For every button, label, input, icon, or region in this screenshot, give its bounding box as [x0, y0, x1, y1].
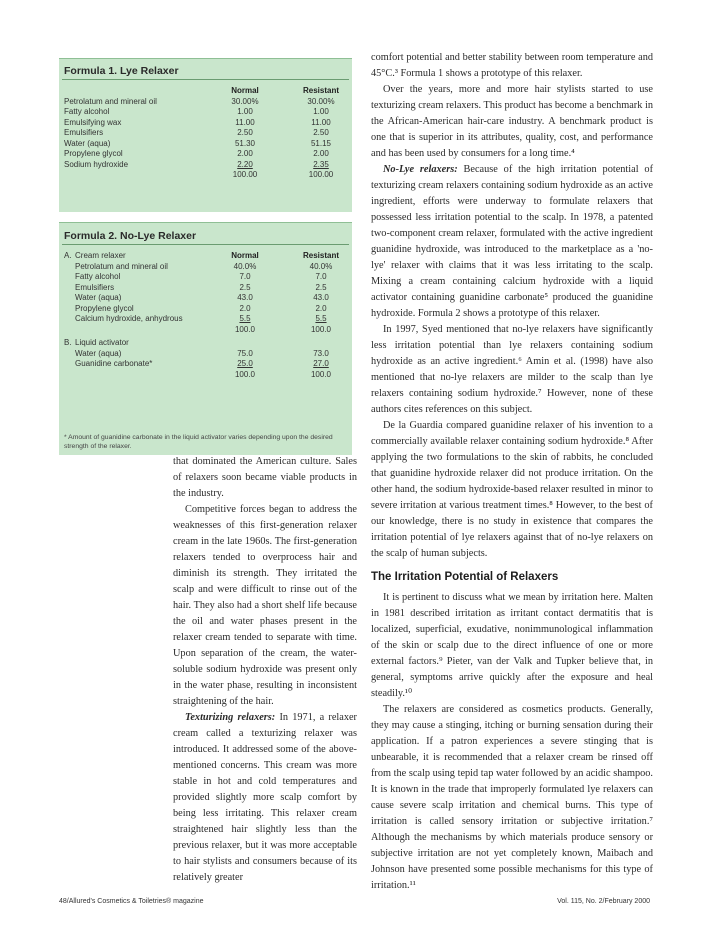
part-b-row: [59, 338, 352, 349]
run-in-heading: Texturizing relaxers:: [185, 712, 276, 723]
normal-value: 2.0: [239, 303, 251, 313]
normal-value: 75.0: [237, 348, 253, 358]
normal-value: 5.5: [239, 314, 251, 323]
resistant-value: 11.00: [311, 117, 331, 127]
normal-value: 51.30: [234, 138, 256, 148]
paragraph: that dominated the American culture. Sales of relaxers soon became viable products in the industry.: [173, 456, 357, 499]
col-normal-header: Normal: [231, 251, 259, 260]
part-a-label: Cream relaxer: [75, 251, 126, 260]
normal-value: 7.0: [239, 272, 251, 281]
section-heading: The Irritation Potential of Relaxers: [371, 571, 559, 583]
formula-2-table: [59, 251, 352, 380]
total-row: [59, 370, 352, 381]
paragraph: Over the years, more and more hair stylists started to use texturizing cream relaxers. This product has become a benchmark in the African-American hair-care industry. A benchmark product is one that is superior in its attributes, quality, cost, and performance and has been used by consumers for a long time.⁴: [371, 84, 653, 159]
formula-1-table: [59, 86, 352, 181]
table-row: [59, 149, 352, 160]
total-row: [59, 170, 352, 181]
table-row: [59, 139, 352, 150]
table-row: [59, 304, 352, 315]
ingredient-label: Emulsifying wax: [64, 117, 122, 127]
part-a-letter: A.: [64, 251, 72, 260]
normal-total: 100.0: [234, 369, 256, 379]
part-a-row: [59, 251, 352, 262]
col-resistant-header: Resistant: [302, 251, 339, 260]
formula-2-footnote: * Amount of guanidine carbonate in the liquid activator varies depending upon the desired strength of the relaxer.: [64, 434, 333, 450]
formula-1-box: [59, 58, 352, 212]
ingredient-label: Calcium hydroxide, anhydrous: [75, 314, 183, 323]
resistant-total: 100.00: [308, 170, 334, 179]
total-row: [59, 325, 352, 336]
ingredient-label: Water (aqua): [75, 293, 122, 302]
col-resistant-header: Resistant: [302, 86, 339, 95]
table-row: [59, 359, 352, 370]
resistant-value: 7.0: [315, 272, 327, 281]
table-row: [59, 349, 352, 360]
ingredient-label: Fatty alcohol: [75, 272, 121, 281]
formula-2-title: Formula 2. No-Lye Relaxer: [64, 230, 197, 242]
normal-value: 25.0: [237, 359, 253, 368]
paragraph: In 1997, Syed mentioned that no-lye relaxers have significantly less irritation potential than lye relaxers containing sodium hydroxide as an active ingredient.⁶ Amin et al. (1998) have also mentioned that no-lye relaxers are milder to the scalp than lye relaxers containing sodium hydroxide.⁷ However, none of these authors cites references on this subject.: [371, 324, 653, 415]
footer-left: 48/Allured's Cosmetics & Toiletries® magazine: [59, 898, 204, 905]
footer-right: Vol. 115, No. 2/February 2000: [557, 898, 650, 905]
resistant-value: 2.50: [313, 128, 329, 137]
paragraph: comfort potential and better stability between room temperature and 45°C.³ Formula 1 shows a prototype of this relaxer.: [371, 52, 653, 79]
ingredient-label: Propylene glycol: [75, 303, 134, 313]
resistant-value: 40.0%: [309, 261, 333, 271]
resistant-value: 2.35: [313, 159, 329, 169]
normal-value: 11.00: [235, 117, 255, 127]
ingredient-label: Petrolatum and mineral oil: [75, 261, 168, 271]
col-normal-header: Normal: [231, 86, 259, 95]
formula-2-rule: [62, 244, 349, 245]
formula-1-title: Formula 1. Lye Relaxer: [64, 65, 179, 77]
ingredient-label: Petrolatum and mineral oil: [64, 96, 157, 106]
ingredient-label: Fatty alcohol: [64, 107, 110, 116]
resistant-total: 100.0: [310, 324, 332, 334]
normal-value: 43.0: [237, 293, 253, 302]
ingredient-label: Guanidine carbonate*: [75, 359, 153, 368]
table-row: [59, 118, 352, 129]
ingredient-label: Propylene glycol: [64, 149, 123, 158]
resistant-value: 27.0: [313, 359, 329, 368]
normal-value: 2.00: [237, 149, 253, 158]
paragraph-texturizing: [173, 710, 357, 886]
paragraph-no-lye: [371, 162, 653, 322]
paragraph: The relaxers are considered as cosmetics products. Generally, they may cause a stinging, itching or burning sensation during their application. If a patron experiences a severe stinging that is unbearable, it is recommended that a relaxer cream be rinsed off from the scalp using tepid tap water followed by an acidic shampoo. It is known in the trade that improperly formulated lye relaxers can cause severe scalp irritation and chemical burns. This type of irritation is called sensory irritation or subjective irritation.⁷ Although the mechanisms by which materials produce sensory or subjective irritation are not yet completely known, Maibach and Johnson have presented some possible mechanisms for this type of irritation.¹¹: [371, 704, 653, 891]
normal-total: 100.00: [232, 170, 258, 179]
normal-value: 2.20: [237, 159, 253, 169]
resistant-value: 5.5: [315, 314, 327, 323]
resistant-value: 2.00: [313, 149, 329, 158]
body-column-middle: [173, 454, 357, 886]
formula-1-rule: [62, 79, 349, 80]
ingredient-label: Sodium hydroxide: [64, 159, 129, 169]
paragraph: It is pertinent to discuss what we mean by irritation here. Malten in 1981 described irritation as irritant contact dermatitis that is localized, superficial, exudative, nonimmunological inflammation of the skin or scalp due to the direct influence of one or more external factors.⁹ Pieter, van der Valk and Tupker believe that, in general, symptoms arrive quickly after the exposure and heal steadily.¹⁰: [371, 592, 653, 699]
paragraph: Competitive forces began to address the weaknesses of this first-generation relaxer cream in the late 1960s. The first-generation relaxers tended to overprocess hair and diminish its strength. They irritated the scalp and were difficult to rinse out of the hair. They also had a short shelf life because the oil and water phases present in the relaxer cream tended to separate with time. Upon separation of the cream, the water-soluble sodium hydroxide was present only in the water phase, resulting in inconsistent straightening of the hair.: [173, 504, 357, 707]
resistant-value: 43.0: [313, 293, 329, 302]
resistant-value: 1.00: [313, 107, 329, 116]
part-b-letter: B.: [64, 338, 72, 347]
table-row: [59, 160, 352, 171]
normal-value: 30.00%: [231, 96, 259, 106]
table-row: [59, 283, 352, 294]
body-column-right: [371, 50, 653, 894]
normal-value: 2.50: [237, 128, 253, 137]
resistant-value: 51.15: [310, 138, 332, 148]
table-row: [59, 293, 352, 304]
paragraph-text: In 1971, a relaxer cream called a texturizing relaxer was introduced. It addressed some of the above-mentioned concerns. This cream was more stable in hot and cold temperatures and provided slightly more scalp comfort by being less irritating. This relaxer cream straightened hair slightly less than the previous relaxer, but it was more acceptable to hair stylists and consumers because of its relatively greater: [173, 712, 357, 883]
resistant-value: 30.00%: [307, 96, 335, 106]
table-row: [59, 314, 352, 325]
ingredient-label: Water (aqua): [64, 138, 111, 148]
run-in-heading: No-Lye relaxers:: [383, 164, 458, 175]
ingredient-label: Water (aqua): [75, 348, 122, 358]
table-row: [59, 107, 352, 118]
resistant-value: 2.0: [315, 303, 327, 313]
resistant-total: 100.0: [310, 369, 332, 379]
part-b-label: Liquid activator: [75, 338, 129, 347]
ingredient-label: Emulsifiers: [75, 282, 115, 292]
table-row: [59, 272, 352, 283]
resistant-value: 2.5: [315, 282, 327, 292]
resistant-value: 73.0: [313, 348, 329, 358]
normal-value: 1.00: [237, 107, 253, 116]
normal-value: 2.5: [239, 282, 251, 292]
ingredient-label: Emulsifiers: [64, 128, 104, 137]
table-row: [59, 128, 352, 139]
table-row: [59, 262, 352, 273]
table-row: [59, 97, 352, 108]
formula-2-box: [59, 222, 352, 455]
formula-1-header-row: [59, 86, 352, 97]
paragraph-text: Because of the high irritation potential of texturizing cream relaxers containing sodium hydroxide as an active ingredient, efforts were underway to formulate relaxers that possessed less irritation potential to the scalp. In 1978, a patented two-component cream relaxer, formulated with the active ingredient guanidine hydroxide, was introduced to the marketplace as a 'no-lye' relaxer with claims that it was less irritating to the scalp. Mixing a cream containing calcium hydroxide with a liquid activator containing guanidine carbonate⁵ produced the guanidine hydroxide. Formula 2 shows a prototype of this relaxer.: [371, 164, 653, 319]
normal-total: 100.0: [234, 324, 256, 334]
paragraph: De la Guardia compared guanidine relaxer of his invention to a commercially available relaxer containing sodium hydroxide.⁸ After applying the two formulations to the skin of rabbits, he concluded that guanidine hydroxide relaxer did not produce irritation. On the other hand, the sodium hydroxide-based relaxer resulted in minor to severe irritation at various treatment times.⁸ However, to the best of our knowledge, there is no study in existence that compares the irritation potential of lye relaxers against that of no-lye relaxers on the scalp of human subjects.: [371, 420, 653, 559]
normal-value: 40.0%: [233, 261, 257, 271]
